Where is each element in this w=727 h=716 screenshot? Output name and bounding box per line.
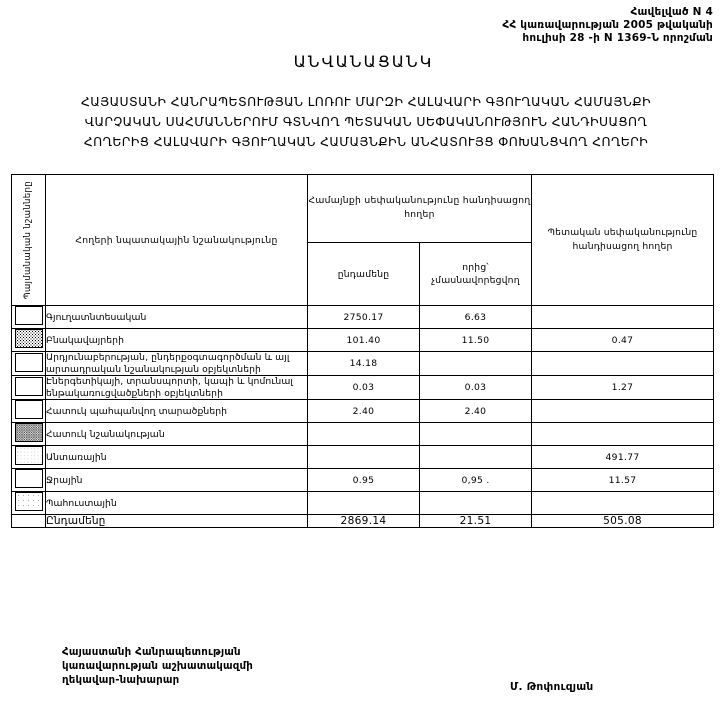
row-nonpriv-cell: 6.63 [420, 306, 532, 329]
land-table [11, 174, 714, 528]
row-total-cell: 0.95 [308, 469, 420, 492]
row-state-cell: 0.47 [532, 329, 714, 352]
header-line-1: Հավելված N 4 [630, 6, 713, 18]
row-total-cell [308, 492, 420, 515]
row-nonpriv-cell: 2.40 [420, 400, 532, 423]
table-row [12, 306, 714, 329]
header-community-group: Համայնքի սեփականությունը հանդիսացող հողեր [308, 175, 532, 243]
row-name-cell: Ջրային [46, 469, 308, 492]
legend-swatch-icon [15, 306, 43, 325]
table-header-row [12, 175, 714, 243]
row-total-cell: 101.40 [308, 329, 420, 352]
row-state-cell [532, 306, 714, 329]
table-row [12, 446, 714, 469]
legend-swatch-icon [15, 377, 43, 396]
row-nonpriv-cell: 0.03 [420, 376, 532, 400]
row-swatch-cell [12, 352, 46, 376]
header-name-column: Հողերի նպատակային նշանակությունը [46, 175, 308, 306]
table-body [12, 306, 714, 528]
row-swatch-cell [12, 469, 46, 492]
row-swatch-cell [12, 446, 46, 469]
legend-swatch-icon [15, 400, 43, 419]
row-state-cell: 505.08 [532, 515, 714, 528]
row-name-cell: Գյուղատնտեսական [46, 306, 308, 329]
row-state-cell [532, 492, 714, 515]
row-nonpriv-cell [420, 446, 532, 469]
row-state-cell: 491.77 [532, 446, 714, 469]
legend-swatch-icon [15, 492, 43, 511]
subtitle-line-2: ՎԱՐՉԱԿԱՆ ՍԱՀՄԱՆՆԵՐՈՒՄ ԳՏՆՎՈՂ ՊԵՏԱԿԱՆ ՍԵՓԱԿԱՆՈՒԹՅՈՒՆ ՀԱՆԴԻՍԱՑՈՂ [84, 114, 648, 129]
row-name-cell: Էներգետիկայի, տրանսպորտի, կապի և կոմունալ ենթակառուցվածքների օբյեկտների [46, 376, 308, 400]
row-swatch-cell [12, 400, 46, 423]
header-swatch-column [12, 175, 46, 306]
row-state-cell [532, 423, 714, 446]
header-swatch-label: Պայմանական նշանները [23, 181, 33, 300]
signature-block [62, 646, 253, 688]
row-state-cell: 11.57 [532, 469, 714, 492]
row-total-cell [308, 446, 420, 469]
row-name-cell: Ընդամենը [46, 515, 308, 528]
row-nonpriv-cell: 11.50 [420, 329, 532, 352]
row-total-cell: 2750.17 [308, 306, 420, 329]
document-subtitle [30, 92, 702, 152]
row-state-cell [532, 352, 714, 376]
signatory-name: Մ. Թոփուզյան [510, 681, 594, 693]
table-row [12, 423, 714, 446]
row-nonpriv-cell [420, 352, 532, 376]
table-row [12, 400, 714, 423]
row-nonpriv-cell: 21.51 [420, 515, 532, 528]
signature-line-1: Հայաստանի Հանրապետության [62, 647, 241, 658]
row-name-cell: Պահուստային [46, 492, 308, 515]
page-title: ԱՆՎԱՆԱՑԱՆԿ [293, 52, 434, 71]
signature-line-3: ղեկավար-նախարար [62, 675, 180, 686]
legend-swatch-icon [15, 446, 43, 465]
signature-line-2: կառավարության աշխատակազմի [62, 661, 253, 672]
legend-swatch-icon [15, 469, 43, 488]
row-state-cell [532, 400, 714, 423]
row-nonpriv-cell: 0,95 . [420, 469, 532, 492]
row-total-cell: 2869.14 [308, 515, 420, 528]
table-row [12, 469, 714, 492]
row-total-cell: 14.18 [308, 352, 420, 376]
document-header [502, 6, 713, 45]
row-total-cell: 2.40 [308, 400, 420, 423]
table-row [12, 492, 714, 515]
row-nonpriv-cell [420, 492, 532, 515]
header-state-column: Պետական սեփականությունը հանդիսացող հողեր [532, 175, 714, 306]
subtitle-line-1: ՀԱՅԱՍՏԱՆԻ ՀԱՆՐԱՊԵՏՈՒԹՅԱՆ ԼՈՌՈՒ ՄԱՐԶԻ ՀԱԼԱՎԱՐԻ ԳՅՈՒՂԱԿԱՆ ՀԱՄԱՅՆՔԻ [81, 94, 651, 109]
legend-swatch-icon [15, 329, 43, 348]
legend-swatch-icon [15, 353, 43, 372]
row-swatch-cell [12, 515, 46, 528]
row-nonpriv-cell [420, 423, 532, 446]
table-row [12, 329, 714, 352]
row-total-cell: 0.03 [308, 376, 420, 400]
row-name-cell: Հատուկ նշանակության [46, 423, 308, 446]
table-row [12, 352, 714, 376]
legend-swatch-icon [15, 423, 43, 442]
row-swatch-cell [12, 376, 46, 400]
row-total-cell [308, 423, 420, 446]
header-line-2: ՀՀ կառավարության 2005 թվականի [502, 19, 713, 31]
row-swatch-cell [12, 306, 46, 329]
table-row [12, 376, 714, 400]
row-state-cell: 1.27 [532, 376, 714, 400]
row-name-cell: Անտառային [46, 446, 308, 469]
header-nonpriv-subcolumn: որից՝ չմասնավորեցվող [420, 242, 532, 305]
row-swatch-cell [12, 423, 46, 446]
row-swatch-cell [12, 329, 46, 352]
header-total-subcolumn: ընդամենը [308, 242, 420, 305]
row-name-cell: Բնակավայրերի [46, 329, 308, 352]
row-name-cell: Արդյունաբերության, ընդերքօգտագործման և այլ արտադրական նշանակության օբյեկտների [46, 352, 308, 376]
table-row [12, 515, 714, 528]
header-line-3: հուլիսի 28 -ի N 1369-Ն որոշման [522, 32, 713, 44]
row-name-cell: Հատուկ պահպանվող տարածքների [46, 400, 308, 423]
subtitle-line-3: ՀՈՂԵՐԻՑ ՀԱԼԱՎԱՐԻ ԳՅՈՒՂԱԿԱՆ ՀԱՄԱՅՆՔԻՆ ԱՆՀԱՏՈՒՅՑ ՓՈԽԱՆՑՎՈՂ ՀՈՂԵՐԻ [83, 134, 649, 149]
land-table-wrapper [11, 174, 713, 528]
row-swatch-cell [12, 492, 46, 515]
